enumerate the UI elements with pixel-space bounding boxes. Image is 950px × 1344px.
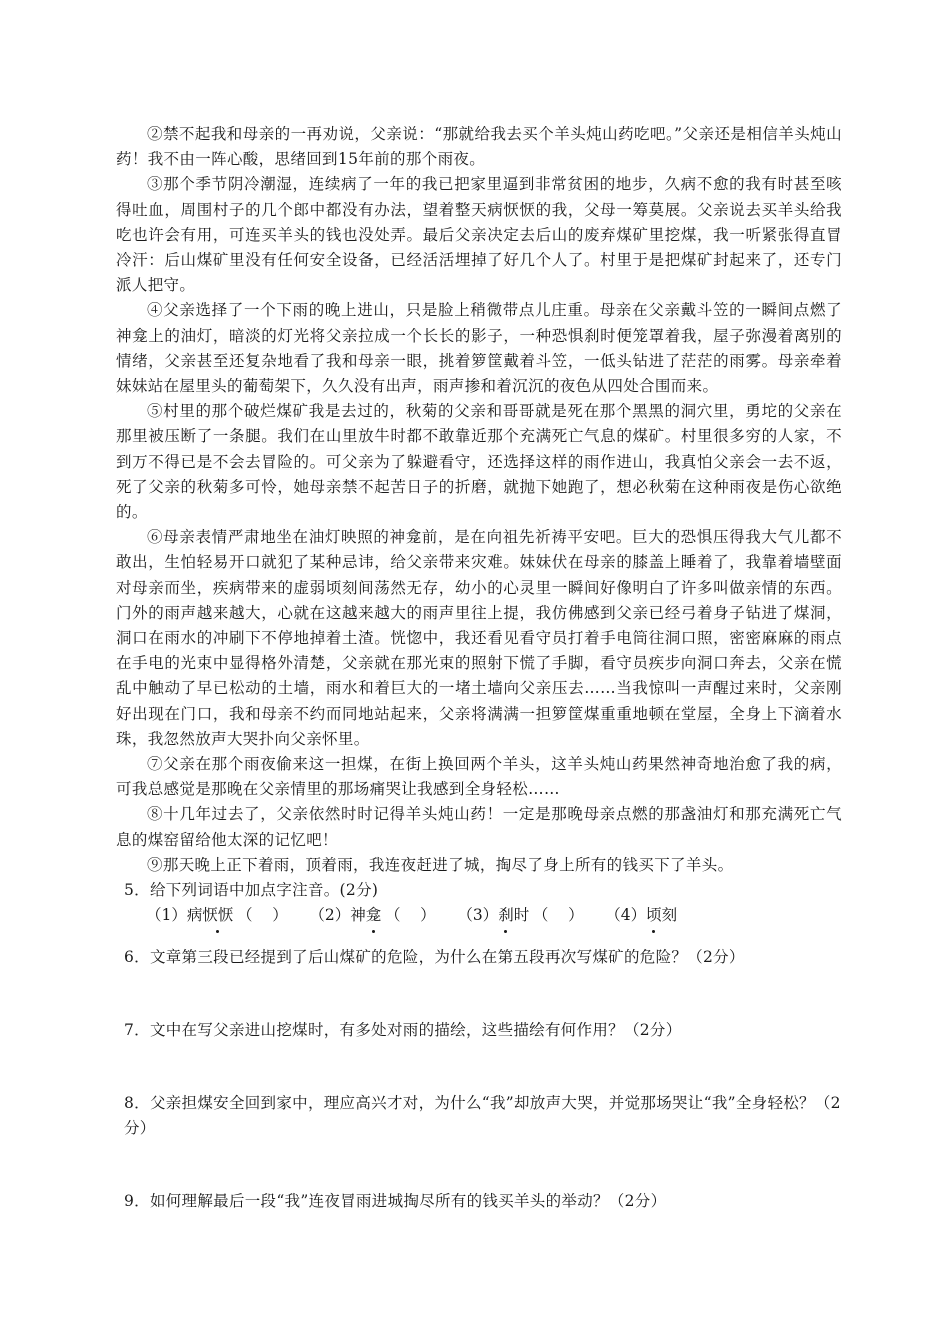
question-6 xyxy=(116,945,842,970)
option-3-answer-blank[interactable]: （ ） xyxy=(532,906,584,925)
option-2 xyxy=(309,903,439,928)
question-8-text: 8．父亲担煤安全回到家中，理应高兴才对，为什么“我”却放声大哭，并觉那场哭让“我”全身轻松？（2分） xyxy=(124,1093,841,1138)
option-1-number: （1） xyxy=(146,906,187,925)
option-3-dotted-char: 刹 xyxy=(498,903,514,928)
option-2-number: （2） xyxy=(309,906,351,925)
option-3-text: 时 xyxy=(513,906,530,925)
exam-page xyxy=(116,122,842,1248)
paragraph-2: ②禁不起我和母亲的一再劝说，父亲说：“那就给我去买个羊头炖山药吃吧。”父亲还是相信羊头炖山药！我不由一阵心酸，思绪回到15年前的那个雨夜。 xyxy=(116,125,842,169)
option-2-dotted-char: 龛 xyxy=(366,903,382,928)
option-2-text: 神 xyxy=(350,906,366,925)
question-5 xyxy=(116,878,842,928)
option-4-dotted-char: 顷 xyxy=(646,903,662,928)
question-6-text: 6．文章第三段已经提到了后山煤矿的危险，为什么在第五段再次写煤矿的危险？（2分） xyxy=(124,947,745,966)
paragraph-5: ⑤村里的那个破烂煤矿我是去过的，秋菊的父亲和哥哥就是死在那个黑黑的洞穴里，勇坨的父亲在那里被压断了一条腿。我们在山里放牛时都不敢靠近那个充满死亡气息的煤矿。村里很多穷的人家，不到万不得已是不会去冒险的。可父亲为了躲避看守，还选择这样的雨作进山，我真怕父亲会一去不返，死了父亲的秋菊多可怜，她母亲禁不起苦日子的折磨，就抛下她跑了，想必秋菊在这种雨夜是伤心欲绝的。 xyxy=(116,402,842,522)
paragraph-6: ⑥母亲表情严肃地坐在油灯映照的神龛前，是在向祖先祈祷平安吧。巨大的恐惧压得我大气儿都不敢出，生怕轻易开口就犯了某种忌讳，给父亲带来灾难。妹妹伏在母亲的膝盖上睡着了，我靠着墙壁面对母亲而坐，疾病带来的虚弱顷刻间荡然无存，幼小的心灵里一瞬间好像明白了许多叫做亲情的东西。门外的雨声越来越大，心就在这越来越大的雨声里往上提，我仿佛感到父亲已经弓着身子钻进了煤洞，洞口在雨水的冲刷下不停地掉着土渣。恍惚中，我还看见看守员打着手电筒往洞口照，密密麻麻的雨点在手电的光束中显得格外清楚，父亲就在那光束的照射下慌了手脚，看守员疾步向洞口奔去，父亲在慌乱中触动了早已松动的土墙，雨水和着巨大的一堵土墙向父亲压去……当我惊叫一声醒过来时，父亲刚好出现在门口，我和母亲不约而同地站起来，父亲将满满一担箩筐煤重重地顿在堂屋，全身上下滴着水珠，我忽然放声大哭扑向父亲怀里。 xyxy=(116,528,842,748)
paragraph-8: ⑧十几年过去了，父亲依然时时记得羊头炖山药！一定是那晚母亲点燃的那盏油灯和那充满死亡气息的煤窑留给他太深的记忆吧！ xyxy=(116,805,842,849)
question-9-text: 9．如何理解最后一段“我”连夜冒雨进城掏尽所有的钱买羊头的举动？（2分） xyxy=(124,1192,667,1211)
question-7 xyxy=(116,1018,842,1043)
paragraph-7: ⑦父亲在那个雨夜偷来这一担煤，在街上换回两个羊头，这羊头炖山药果然神奇地治愈了我的病，可我总感觉是那晚在父亲情里的那场痛哭让我感到全身轻松…… xyxy=(116,755,842,799)
option-1-answer-blank[interactable]: （ ） xyxy=(237,906,288,925)
option-3-number: （3） xyxy=(457,906,499,925)
option-1-dotted-char: 恹恹 xyxy=(202,903,233,928)
option-4 xyxy=(605,903,677,928)
paragraph-4: ④父亲选择了一个下雨的晚上进山，只是脸上稍微带点儿庄重。母亲在父亲戴斗笠的一瞬间点燃了神龛上的油灯，暗淡的灯光将父亲拉成一个长长的影子，一种恐惧刹时便笼罩着我，屋子弥漫着离别的情绪，父亲甚至还复杂地看了我和母亲一眼，挑着箩筐戴着斗笠，一低头钻进了茫茫的雨雾。母亲牵着妹妹站在屋里头的葡萄架下，久久没有出声，雨声掺和着沉沉的夜色从四处合围而来。 xyxy=(116,301,842,396)
question-7-text: 7．文中在写父亲进山挖煤时，有多处对雨的描绘，这些描绘有何作用？（2分） xyxy=(124,1020,682,1039)
option-3 xyxy=(457,903,587,928)
question-5-stem: 5．给下列词语中加点字注音。(2分) xyxy=(124,881,379,900)
option-1 xyxy=(146,903,291,928)
option-4-text: 刻 xyxy=(661,906,678,925)
paragraph-3: ③那个季节阴冷潮湿，连续病了一年的我已把家里逼到非常贫困的地步，久病不愈的我有时甚至咳得吐血，周围村子的几个郎中都没有办法，望着整天病恹恹的我，父母一筹莫展。父亲说去买羊头给我吃也许会有用，可连买羊头的钱也没处弄。最后父亲决定去后山的废弃煤矿里挖煤，我一听紧张得直冒冷汗：后山煤矿里没有任何安全设备，已经活活埋掉了好几个人了。村里于是把煤矿封起来了，还专门派人把守。 xyxy=(116,175,842,295)
paragraph-9: ⑨那天晚上正下着雨，顶着雨，我连夜赶进了城，掏尽了身上所有的钱买下了羊头。 xyxy=(147,855,734,874)
reading-passage xyxy=(116,122,842,878)
option-2-answer-blank[interactable]: （ ） xyxy=(384,906,436,925)
option-4-number: （4） xyxy=(605,906,647,925)
option-1-text: 病 xyxy=(186,906,203,925)
question-9 xyxy=(116,1189,842,1214)
question-5-options xyxy=(116,903,842,928)
question-8 xyxy=(116,1091,842,1141)
